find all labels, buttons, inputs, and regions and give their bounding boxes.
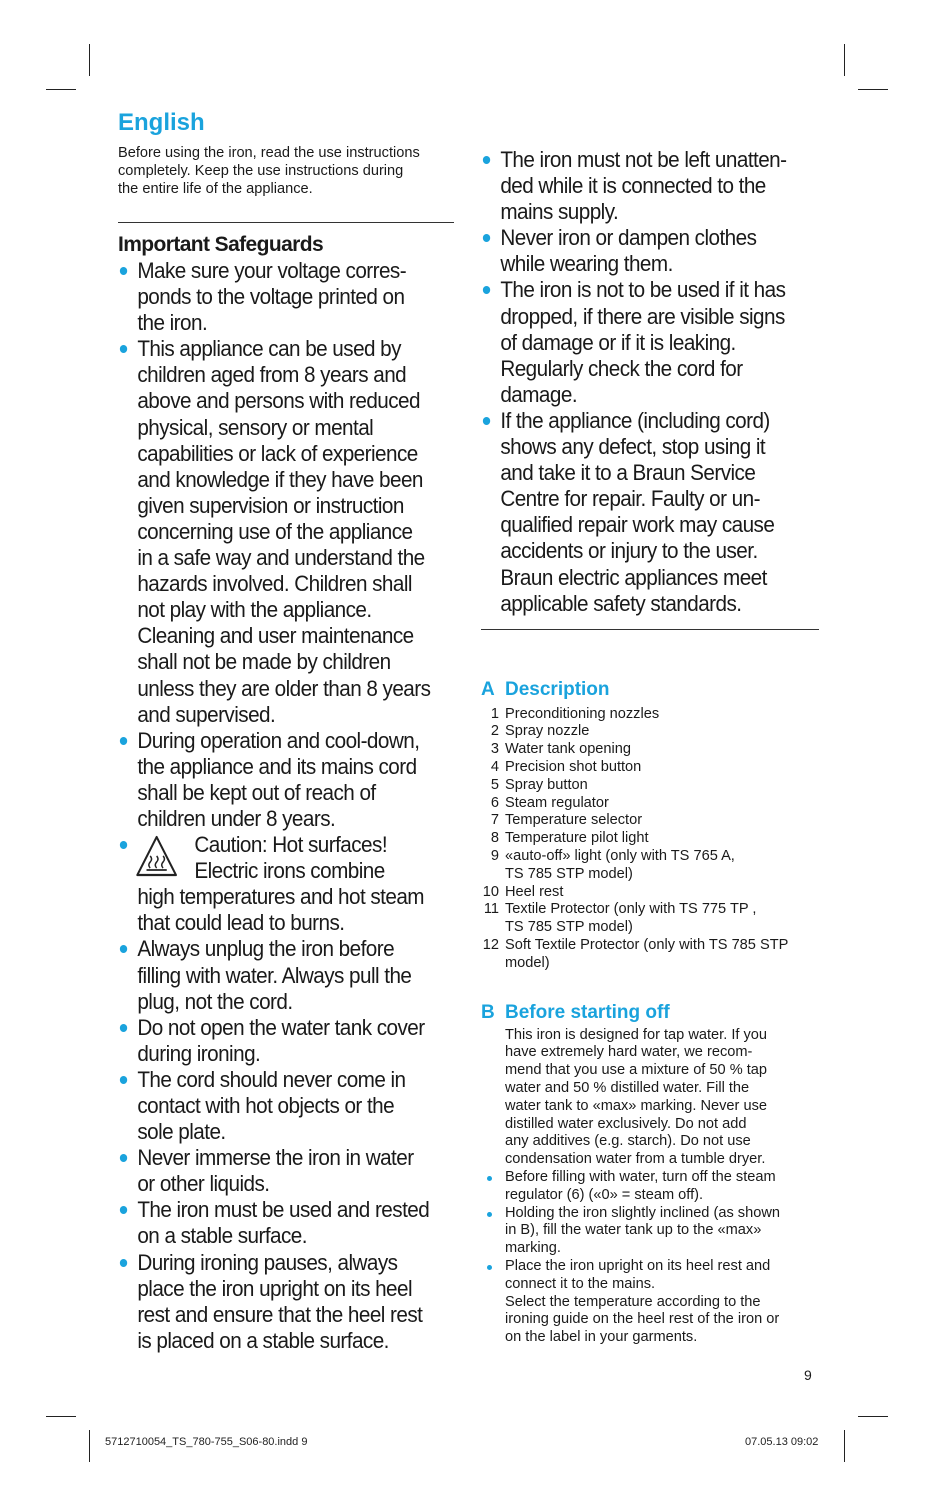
text-line: and take it to a Braun Service — [500, 460, 756, 486]
text-line: the iron. — [137, 310, 208, 336]
safeguards-list — [118, 258, 454, 832]
text-line: in a safe way and understand the — [137, 545, 425, 571]
text-line: have extremely hard water, we recom- — [505, 1044, 753, 1061]
safeguard-item — [118, 728, 450, 832]
text-line: Soft Textile Protector (only with TS 785 STP — [505, 937, 789, 954]
crop-mark — [858, 89, 888, 90]
safeguards-list-continued — [118, 936, 454, 1354]
bullet-icon — [487, 1265, 492, 1270]
safeguard-item — [118, 1015, 450, 1067]
text-line: on the label in your garments. — [505, 1329, 698, 1346]
part-number: 3 — [490, 741, 499, 758]
text-line: children under 8 years. — [137, 805, 336, 831]
text-line: shall not be made by children — [137, 649, 391, 675]
text-line: above and persons with reduced — [137, 388, 420, 414]
text-line: TS 785 STP model) — [505, 919, 633, 936]
text-line: If the appliance (including cord) — [500, 407, 770, 433]
crop-mark — [89, 1430, 90, 1462]
footer-filename: 5712710054_TS_780-755_S06-80.indd 9 — [105, 1436, 308, 1448]
safeguards-heading: Important Safeguards — [118, 233, 324, 256]
text-line: sole plate. — [137, 1119, 226, 1145]
text-line: given supervision or instruction — [137, 492, 404, 518]
text-line: Place the iron upright on its heel rest and — [505, 1258, 771, 1274]
text-line: mend that you use a mixture of 50 % tap — [505, 1062, 768, 1079]
part-item — [481, 795, 819, 813]
safeguard-item — [481, 147, 813, 225]
step-item — [481, 1205, 819, 1258]
safeguard-item — [481, 408, 813, 617]
part-item — [481, 884, 819, 902]
caution-item — [118, 832, 450, 936]
caution-line: that could lead to burns. — [137, 910, 345, 936]
text-line: marking. — [505, 1240, 561, 1257]
part-number: 11 — [483, 901, 499, 918]
bullet-icon — [120, 1154, 127, 1162]
text-line: shall be kept out of reach of — [137, 779, 376, 805]
text-line: Braun electric appliances meet — [500, 564, 767, 590]
section-title: Before starting off — [505, 1001, 670, 1023]
footer-date: 07.05.13 09:02 — [745, 1436, 819, 1448]
crop-mark — [844, 1430, 845, 1462]
part-number: 8 — [490, 830, 499, 847]
bullet-icon — [483, 234, 490, 242]
text-line: Spray button — [505, 776, 588, 793]
part-number: 6 — [490, 794, 499, 811]
text-line: or other liquids. — [137, 1171, 270, 1197]
part-number: 5 — [490, 776, 499, 793]
text-line: Centre for repair. Faulty or un- — [500, 486, 760, 512]
text-line: place the iron upright on its heel — [137, 1275, 412, 1301]
bullet-icon — [483, 417, 490, 425]
text-line: filling with water. Always pull the — [137, 962, 412, 988]
text-line: The iron must not be left unatten- — [500, 147, 787, 172]
safeguard-item — [118, 1197, 450, 1249]
description-heading — [481, 678, 819, 702]
safeguard-item — [118, 258, 450, 336]
text-line: TS 785 STP model) — [505, 865, 633, 882]
text-line: not play with the appliance. — [137, 597, 372, 623]
text-line: connect it to the mains. — [505, 1275, 656, 1292]
section-divider — [118, 222, 454, 223]
text-line: «auto-off» light (only with TS 765 A, — [505, 848, 735, 865]
safeguard-item — [118, 1067, 450, 1145]
text-line: damage. — [500, 381, 578, 407]
text-line: Cleaning and user maintenance — [137, 623, 414, 649]
part-item — [481, 777, 819, 795]
right-column — [481, 147, 819, 1347]
before-steps-list — [481, 1169, 819, 1347]
text-line: ded while it is connected to the — [500, 173, 766, 199]
text-line: During ironing pauses, always — [137, 1249, 398, 1275]
part-item — [481, 812, 819, 830]
part-item — [481, 937, 819, 973]
safeguard-item — [481, 225, 813, 277]
bullet-icon — [120, 345, 127, 353]
intro-text — [118, 144, 454, 198]
text-line: Spray nozzle — [505, 723, 590, 740]
part-item — [481, 723, 819, 741]
text-line: concerning use of the appliance — [137, 518, 413, 544]
bullet-icon — [120, 1206, 127, 1214]
part-number: 1 — [490, 705, 499, 722]
bullet-icon — [120, 945, 127, 953]
text-line: ironing guide on the heel rest of the iron or — [505, 1311, 780, 1328]
part-item — [481, 901, 819, 937]
text-line: This appliance can be used by — [137, 336, 401, 362]
caution-title: Caution: Hot surfaces! — [194, 832, 388, 858]
text-line: accidents or injury to the user. — [500, 538, 758, 564]
page-number: 9 — [804, 1367, 812, 1383]
text-line: mains supply. — [500, 199, 619, 225]
bullet-icon — [487, 1212, 492, 1217]
safeguard-item — [118, 336, 450, 727]
text-line: Temperature selector — [505, 812, 643, 829]
text-line: the appliance and its mains cord — [137, 753, 417, 779]
safeguard-item — [118, 1250, 450, 1354]
text-line: plug, not the cord. — [137, 988, 293, 1014]
part-number: 7 — [490, 812, 499, 829]
text-line: water and 50 % distilled water. Fill the — [505, 1080, 750, 1097]
text-line: Make sure your voltage corres- — [137, 258, 407, 283]
part-number: 4 — [490, 759, 499, 776]
bullet-icon — [483, 156, 490, 164]
section-letter: B — [481, 1001, 495, 1023]
text-line: ponds to the voltage printed on — [137, 284, 405, 310]
text-line: any additives (e.g. starch). Do not use — [505, 1133, 751, 1150]
text-line: while wearing them. — [500, 251, 673, 277]
text-line: Water tank opening — [505, 741, 632, 758]
part-item — [481, 706, 819, 724]
text-line: Always unplug the iron before — [137, 936, 395, 962]
parts-list — [481, 706, 819, 973]
text-line: Steam regulator — [505, 794, 609, 811]
before-starting-heading — [481, 1001, 819, 1025]
bullet-icon — [120, 737, 127, 745]
text-line: Regularly check the cord for — [500, 355, 743, 381]
text-line: on a stable surface. — [137, 1223, 307, 1249]
text-line: Preconditioning nozzles — [505, 705, 660, 722]
safeguard-item — [481, 277, 813, 407]
bullet-icon — [120, 267, 127, 275]
text-line: This iron is designed for tap water. If you — [505, 1026, 768, 1043]
part-item — [481, 741, 819, 759]
text-line: hazards involved. Children shall — [137, 571, 412, 597]
step-item — [481, 1169, 819, 1205]
text-line: completely. Keep the use instructions during — [118, 163, 404, 179]
caution-line: high temperatures and hot steam — [137, 884, 425, 910]
part-number: 2 — [490, 723, 499, 740]
text-line: Select the temperature according to the — [505, 1293, 761, 1310]
text-line: Heel rest — [505, 883, 564, 900]
left-column — [118, 108, 454, 1354]
text-line: physical, sensory or mental — [137, 414, 374, 440]
text-line: Holding the iron slightly inclined (as shown — [505, 1204, 780, 1221]
text-line: Never immerse the iron in water — [137, 1145, 414, 1171]
text-line: is placed on a stable surface. — [137, 1327, 389, 1353]
text-line: model) — [505, 954, 550, 971]
text-line: Before using the iron, read the use instructions — [118, 145, 420, 161]
text-line: regulator (6) («0» = steam off). — [505, 1186, 704, 1203]
text-line: distilled water exclusively. Do not add — [505, 1115, 747, 1132]
text-line: in B), fill the water tank up to the «max» — [505, 1222, 762, 1239]
hot-surface-warning-icon — [135, 834, 179, 878]
crop-mark — [46, 1416, 76, 1417]
bullet-icon — [120, 1024, 127, 1032]
section-title: Description — [505, 678, 610, 700]
section-letter: A — [481, 678, 495, 700]
text-line: of damage or if it is leaking. — [500, 329, 736, 355]
safeguard-item — [118, 936, 450, 1014]
text-line: water tank to «max» marking. Never use — [505, 1097, 767, 1114]
caution-line: Electric irons combine — [194, 858, 385, 884]
text-line: qualified repair work may cause — [500, 512, 775, 538]
text-line: Never iron or dampen clothes — [500, 225, 757, 251]
bullet-icon — [483, 286, 490, 294]
text-line: capabilities or lack of experience — [137, 440, 418, 466]
text-line: Before filling with water, turn off the steam — [505, 1169, 776, 1186]
safeguards-list-right — [481, 147, 819, 617]
caution-list — [118, 832, 454, 936]
before-paragraph — [481, 1027, 819, 1169]
text-line: applicable safety standards. — [500, 590, 742, 616]
bullet-icon — [120, 1259, 127, 1267]
text-line: The iron must be used and rested — [137, 1197, 430, 1223]
part-item — [481, 759, 819, 777]
bullet-icon — [120, 841, 127, 849]
text-line: Textile Protector (only with TS 775 TP , — [505, 901, 757, 918]
text-line: The cord should never come in — [137, 1066, 406, 1092]
text-line: Temperature pilot light — [505, 830, 649, 847]
safeguard-item — [118, 1145, 450, 1197]
text-line: shows any defect, stop using it — [500, 434, 766, 460]
part-number: 10 — [482, 883, 499, 900]
text-line: contact with hot objects or the — [137, 1093, 395, 1118]
text-line: condensation water from a tumble dryer. — [505, 1151, 766, 1168]
crop-mark — [46, 89, 76, 90]
part-item — [481, 848, 819, 884]
step-item — [481, 1258, 819, 1347]
text-line: the entire life of the appliance. — [118, 181, 313, 197]
section-divider — [481, 629, 819, 630]
text-line: The iron is not to be used if it has — [500, 277, 786, 303]
bullet-icon — [487, 1176, 492, 1181]
crop-mark — [89, 44, 90, 76]
text-line: and knowledge if they have been — [137, 466, 423, 492]
text-line: and supervised. — [137, 701, 276, 727]
text-line: Precision shot button — [505, 759, 642, 776]
part-item — [481, 830, 819, 848]
text-line: rest and ensure that the heel rest — [137, 1301, 423, 1327]
crop-mark — [844, 44, 845, 76]
text-line: during ironing. — [137, 1040, 261, 1066]
text-line: Do not open the water tank cover — [137, 1014, 425, 1040]
text-line: unless they are older than 8 years — [137, 675, 431, 701]
part-number: 12 — [482, 937, 499, 954]
part-number: 9 — [490, 848, 499, 865]
text-line: During operation and cool-down, — [137, 727, 420, 753]
page-title: English — [118, 109, 205, 136]
crop-mark — [858, 1416, 888, 1417]
text-line: children aged from 8 years and — [137, 362, 407, 388]
bullet-icon — [120, 1076, 127, 1084]
text-line: dropped, if there are visible signs — [500, 303, 785, 329]
